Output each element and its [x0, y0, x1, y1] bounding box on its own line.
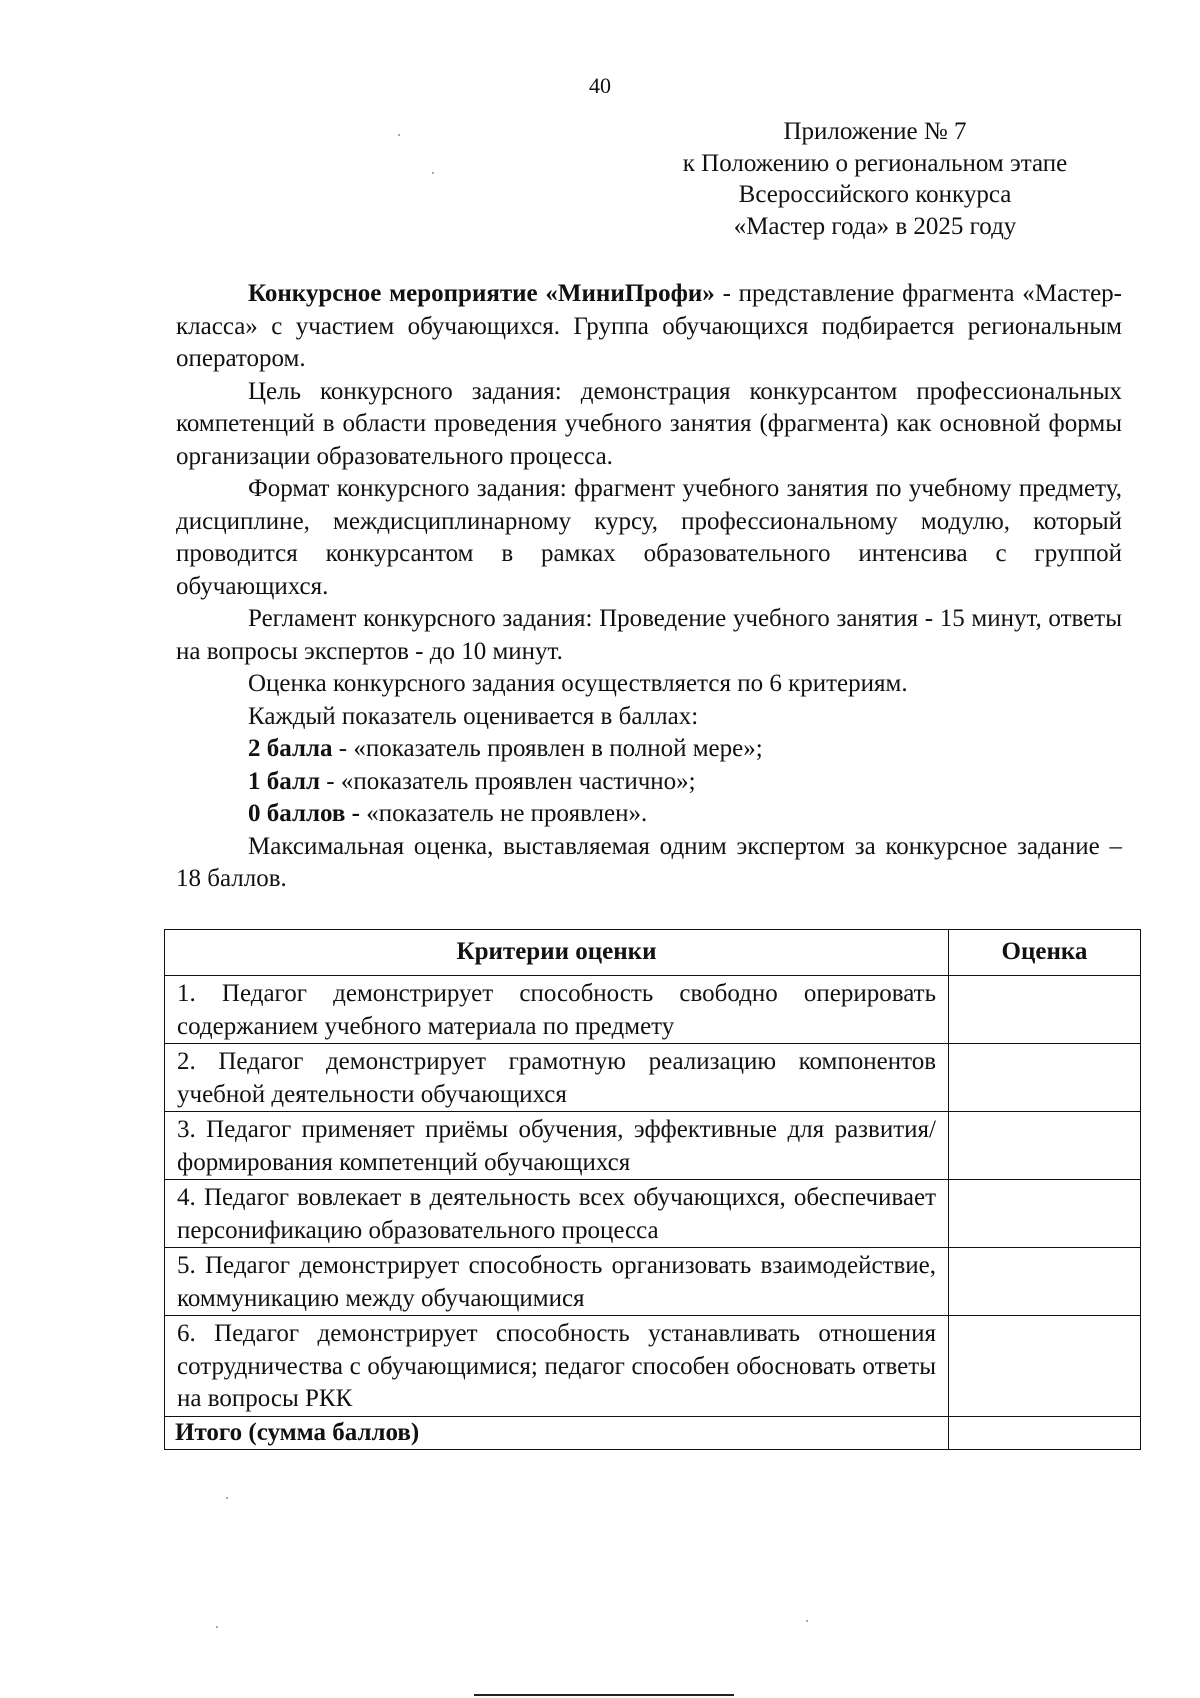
- scoring-intro-paragraph: Каждый показатель оценивается в баллах:: [248, 702, 699, 730]
- table-row: [165, 1248, 1141, 1316]
- max-score-paragraph: Максимальная оценка, выставляемая одним экспертом за конкурсное задание – 18 баллов.: [176, 832, 1122, 892]
- criterion-5: 5. Педагог демонстрирует способность организовать взаимодействие, коммуникацию между обучающимися: [165, 1248, 949, 1316]
- score-cell-5[interactable]: [949, 1248, 1141, 1316]
- criteria-count-paragraph: Оценка конкурсного задания осуществляется по 6 критериям.: [248, 670, 908, 697]
- score-cell-1[interactable]: [949, 976, 1141, 1044]
- annex-line-4: «Мастер года» в 2025 году: [733, 212, 1017, 240]
- scan-speck: [432, 172, 434, 174]
- score-header: Оценка: [949, 930, 1141, 976]
- annex-line-2: к Положению о региональном этапе: [682, 149, 1068, 177]
- table-row: [165, 1112, 1141, 1180]
- goal-paragraph: Цель конкурсного задания: демонстрация конкурсантом профессиональных компетенций в области проведения учебного занятия (фрагмента) как основной формы организации образовательного процесса.: [176, 377, 1122, 470]
- criterion-4: 4. Педагог вовлекает в деятельность всех обучающихся, обеспечивает персонификацию образовательного процесса: [165, 1180, 949, 1248]
- regulation-paragraph: Регламент конкурсного задания: Проведение учебного занятия - 15 минут, ответы на вопросы экспертов - до 10 минут.: [176, 605, 1122, 665]
- criterion-1: 1. Педагог демонстрирует способность свободно оперировать содержанием учебного материала по предмету: [165, 976, 949, 1044]
- criterion-2: 2. Педагог демонстрирует грамотную реализацию компонентов учебной деятельности обучающихся: [165, 1044, 949, 1112]
- score-cell-2[interactable]: [949, 1044, 1141, 1112]
- page-number: 40: [589, 73, 611, 98]
- scan-speck: [398, 134, 400, 136]
- score-cell-6[interactable]: [949, 1316, 1141, 1417]
- table-row: [165, 1316, 1141, 1417]
- table-total-row: [165, 1416, 1141, 1450]
- score-2-line: [176, 733, 1122, 766]
- intro-text: - представление фрагмента «Мастер-класса» с участием обучающихся. Группа обучающихся подбирается региональным оператором.: [176, 280, 1123, 372]
- annex-line-3: Всероссийского конкурса: [738, 181, 1012, 208]
- table-row: [165, 1180, 1141, 1248]
- criteria-table: [164, 929, 1141, 1450]
- score-0-label: 0 баллов -: [248, 800, 360, 827]
- score-cell-3[interactable]: [949, 1112, 1141, 1180]
- total-score-cell[interactable]: [949, 1416, 1141, 1450]
- intro-paragraph: [176, 278, 1122, 376]
- criterion-6: 6. Педагог демонстрирует способность устанавливать отношения сотрудничества с обучающимися; педагог способен обосновать ответы на вопросы РКК: [165, 1316, 949, 1417]
- scan-speck: [216, 1626, 218, 1628]
- score-1-text: - «показатель проявлен частично»;: [320, 767, 696, 795]
- annex-line-1: Приложение № 7: [783, 118, 967, 145]
- annex-header: [620, 116, 1130, 242]
- table-row: [165, 1044, 1141, 1112]
- criteria-header: Критерии оценки: [165, 930, 949, 976]
- score-2-text: - «показатель проявлен в полной мере»;: [332, 735, 763, 762]
- total-label: Итого (сумма баллов): [165, 1416, 949, 1450]
- score-1-label: 1 балл: [248, 767, 321, 795]
- score-1-line: [176, 766, 1122, 799]
- score-2-label: 2 балла: [248, 735, 333, 762]
- scan-speck: [226, 1497, 228, 1499]
- score-0-line: [176, 798, 1122, 831]
- format-paragraph: Формат конкурсного задания: фрагмент учебного занятия по учебному предмету, дисциплине, междисциплинарному курсу, профессиональному модулю, который проводится конкурсантом в рамках образовательного интенсива с группой обучающихся.: [176, 475, 1122, 600]
- table-header-row: [165, 930, 1141, 976]
- criterion-3: 3. Педагог применяет приёмы обучения, эффективные для развития/формирования компетенций обучающихся: [165, 1112, 949, 1180]
- footer-edge-line: [474, 1694, 734, 1696]
- document-body: [176, 278, 1122, 896]
- event-title: Конкурсное мероприятие «МиниПрофи»: [248, 280, 715, 307]
- score-0-text: «показатель не проявлен».: [359, 800, 648, 827]
- scan-speck: [806, 1620, 808, 1622]
- table-row: [165, 976, 1141, 1044]
- score-cell-4[interactable]: [949, 1180, 1141, 1248]
